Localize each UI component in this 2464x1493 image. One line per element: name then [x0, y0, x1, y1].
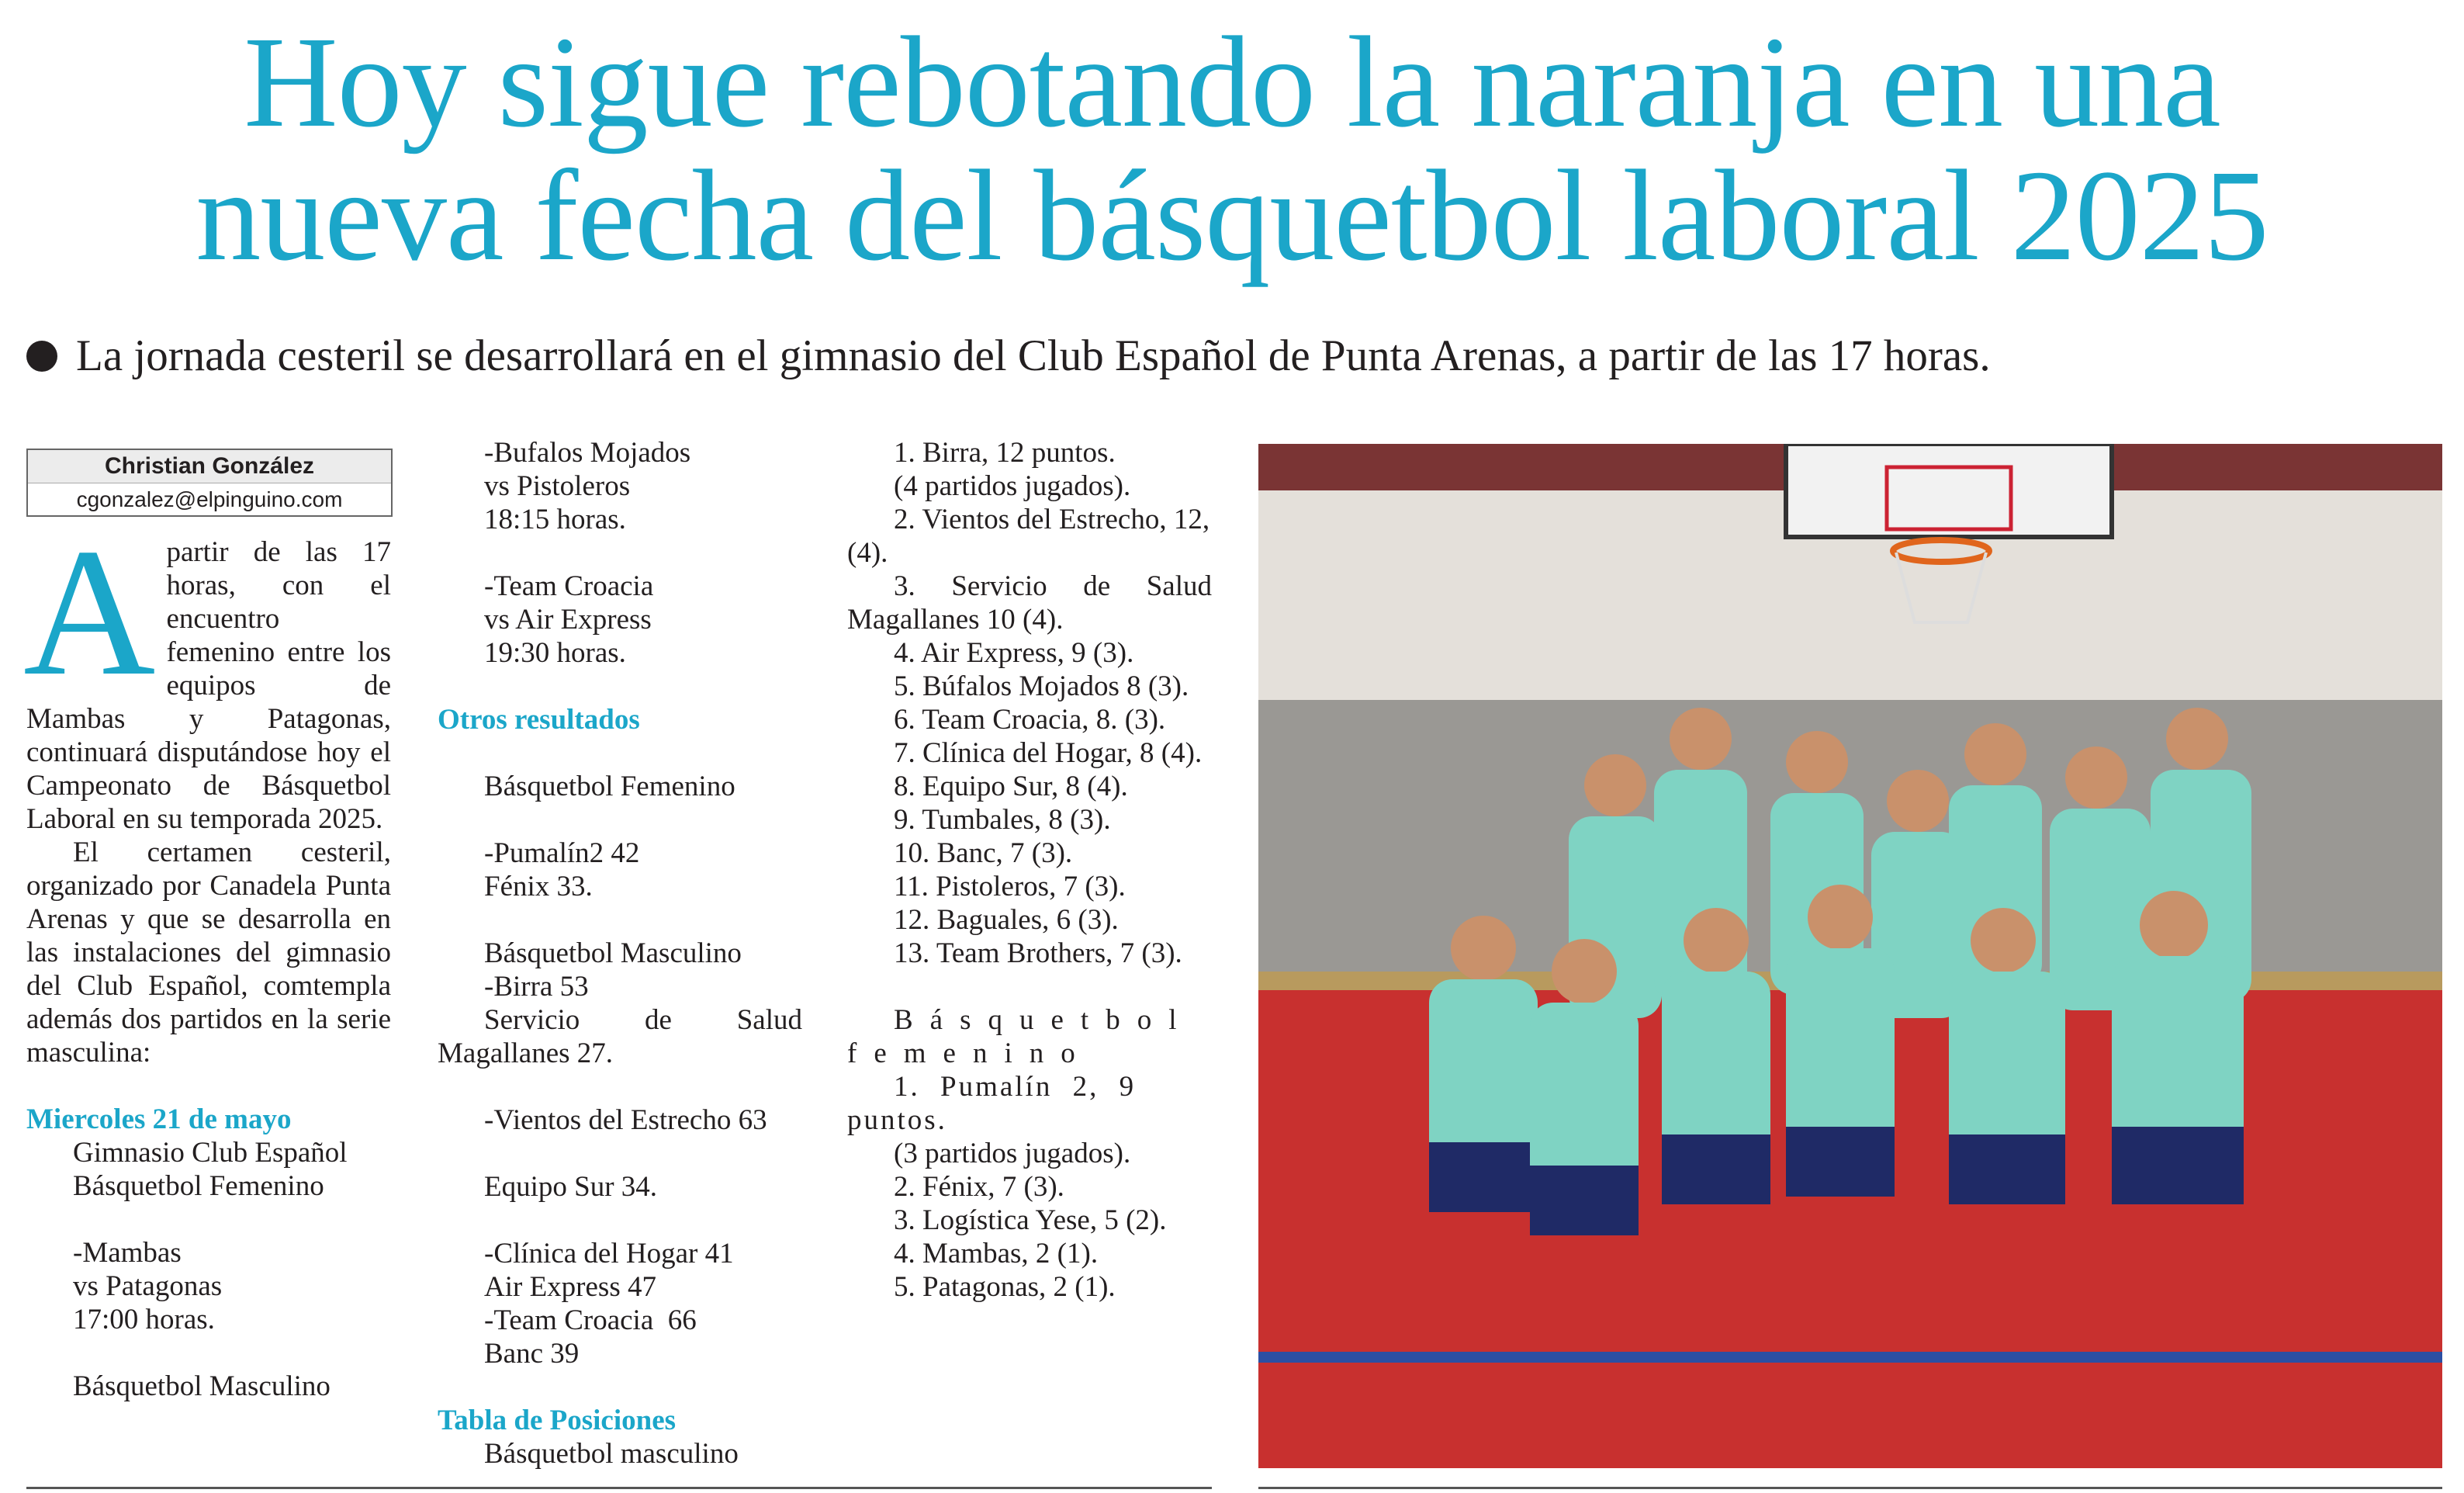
- standing-line: 1. Birra, 12 puntos.: [894, 437, 1116, 469]
- result-line: Servicio de Salud Magallanes 27.: [438, 1004, 802, 1069]
- match-team-1: -Mambas: [73, 1237, 182, 1269]
- headline: [0, 10, 2464, 288]
- match-team-1: -Team Croacia: [484, 570, 654, 602]
- standing-line: 3. Servicio de Salud Magallanes 10 (4).: [847, 570, 1212, 636]
- result-line: Air Express 47: [484, 1271, 656, 1303]
- venue: Gimnasio Club Español: [73, 1137, 348, 1169]
- match-team-2: vs Patagonas: [73, 1270, 223, 1302]
- match-team-2: vs Air Express: [484, 604, 652, 636]
- category-label: Básquetbol masculino: [484, 1438, 739, 1470]
- match-team-1: -Bufalos Mojados: [484, 437, 691, 469]
- article-column-3: [847, 436, 1212, 1304]
- subheadline: [26, 329, 2447, 383]
- article-column-1: [23, 511, 391, 1403]
- category-label: Básquetbol Masculino: [73, 1370, 330, 1402]
- standing-line: 5. Búfalos Mojados 8 (3).: [894, 670, 1189, 702]
- author-name: Christian González: [28, 450, 391, 483]
- category-label: Básquetbol Masculino: [484, 937, 742, 969]
- standing-line: 11. Pistoleros, 7 (3).: [894, 871, 1126, 902]
- standing-line: 1. Pumalín 2, 9 puntos.: [847, 1071, 1137, 1136]
- result-line: -Clínica del Hogar 41: [484, 1238, 734, 1270]
- section-heading-otros: Otros resultados: [438, 704, 640, 736]
- date-heading: Miercoles 21 de mayo: [26, 1103, 292, 1135]
- team-photo-illustration: [1258, 444, 2442, 1468]
- headline-line-1: Hoy sigue rebotando la naranja en una: [244, 10, 2220, 154]
- result-line: -Pumalín2 42: [484, 837, 640, 869]
- category-label: Básquetbol femenino: [847, 1004, 1194, 1069]
- standing-line: 5. Patagonas, 2 (1).: [894, 1271, 1116, 1303]
- standing-line: 4. Mambas, 2 (1).: [894, 1238, 1099, 1270]
- standing-line: 7. Clínica del Hogar, 8 (4).: [894, 737, 1203, 769]
- byline-box: [26, 449, 393, 517]
- subheadline-text: La jornada cesteril se desarrollará en el gimnasio del Club Español de Punta Arenas, a partir de las 17 horas.: [76, 331, 1991, 380]
- body-paragraph: El certamen cesteril, organizado por Canadela Punta Arenas y que se desarrolla en las instalaciones del gimnasio del Club Español, comtempla además dos partidos en la serie masculina:: [26, 837, 391, 1069]
- match-time: 18:15 horas.: [484, 504, 626, 535]
- result-line: Banc 39: [484, 1338, 580, 1370]
- standing-line: 3. Logística Yese, 5 (2).: [894, 1204, 1167, 1236]
- headline-line-2: nueva fecha del básquetbol laboral 2025: [196, 144, 2268, 288]
- court-line: [1258, 1352, 2442, 1363]
- result-line: Fénix 33.: [484, 871, 593, 902]
- section-heading-tabla: Tabla de Posiciones: [438, 1405, 677, 1436]
- standing-line: (4 partidos jugados).: [894, 470, 1131, 502]
- category-label: Básquetbol Femenino: [484, 771, 735, 802]
- drop-cap: A: [23, 511, 156, 714]
- lead-paragraph: Apartir de las 17 horas, con el encuentro femenino entre los equipos de Mambas y Patagonas, continuará disputándose hoy el Campeonato de Básquetbol Laboral en su temporada 2025.: [23, 511, 391, 835]
- result-line: -Vientos del Estrecho 63: [484, 1104, 767, 1136]
- author-email[interactable]: cgonzalez@elpinguino.com: [28, 483, 391, 516]
- match-time: 17:00 horas.: [73, 1304, 215, 1335]
- match-time: 19:30 horas.: [484, 637, 626, 669]
- bullet-icon: [26, 341, 57, 372]
- backboard: [1786, 444, 2112, 537]
- standing-line: 9. Tumbales, 8 (3).: [894, 804, 1111, 836]
- category-label: Básquetbol Femenino: [73, 1170, 324, 1202]
- standing-line: 8. Equipo Sur, 8 (4).: [894, 771, 1128, 802]
- standing-line: 6. Team Croacia, 8. (3).: [894, 704, 1166, 736]
- result-line: Equipo Sur 34.: [484, 1171, 658, 1203]
- article-column-2: [438, 436, 802, 1470]
- bottom-rule: [26, 1487, 1212, 1489]
- standing-line: 4. Air Express, 9 (3).: [894, 637, 1134, 669]
- standing-line: 12. Baguales, 6 (3).: [894, 904, 1119, 936]
- team-photo: [1258, 444, 2442, 1468]
- standing-line: (3 partidos jugados).: [894, 1138, 1131, 1169]
- match-team-2: vs Pistoleros: [484, 470, 631, 502]
- standing-line: 2. Fénix, 7 (3).: [894, 1171, 1064, 1203]
- standing-line: 10. Banc, 7 (3).: [894, 837, 1073, 869]
- result-line: -Team Croacia 66: [484, 1304, 697, 1336]
- standing-line: 2. Vientos del Estrecho, 12, (4).: [847, 504, 1210, 569]
- result-line: -Birra 53: [484, 971, 589, 1003]
- standing-line: 13. Team Brothers, 7 (3).: [894, 937, 1182, 969]
- bottom-rule: [1258, 1487, 2442, 1489]
